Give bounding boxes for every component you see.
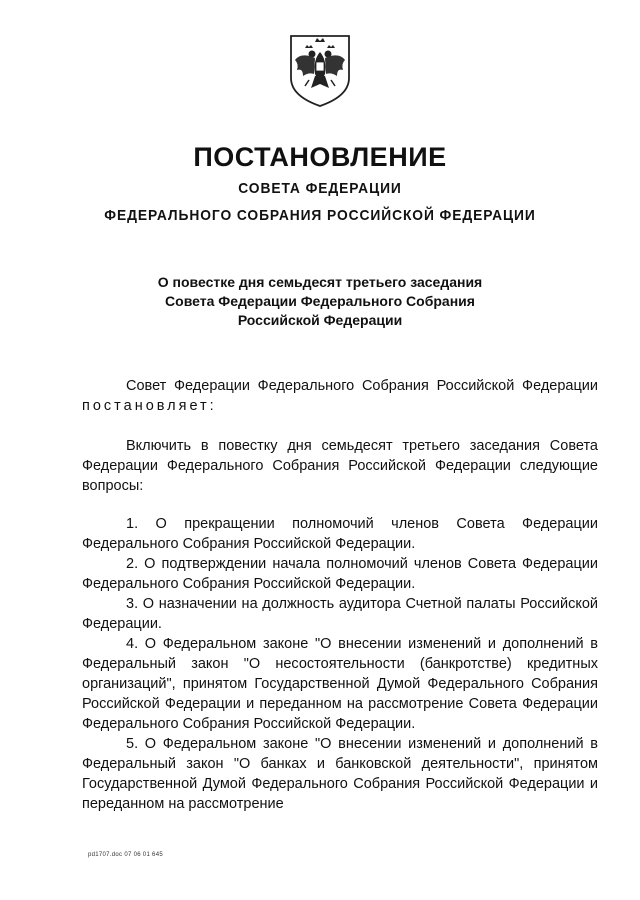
agenda-item: 1. О прекращении полномочий членов Совета Федерации Федерального Собрания Российской Федерации.: [82, 516, 598, 552]
agenda-list: [82, 514, 598, 814]
agenda-intro: [82, 436, 598, 496]
preamble-text: Совет Федерации Федерального Собрания Российской Федерации: [126, 378, 598, 394]
resolution-subject: [0, 273, 640, 330]
agenda-item: 2. О подтверждении начала полномочий членов Совета Федерации Федерального Собрания Российской Федерации.: [82, 556, 598, 592]
document-title: ПОСТАНОВЛЕНИЕ: [193, 142, 447, 172]
russian-coat-of-arms-icon: [285, 30, 355, 108]
issuing-body-line2: ФЕДЕРАЛЬНОГО СОБРАНИЯ РОССИЙСКОЙ ФЕДЕРАЦИИ: [104, 207, 536, 224]
resolves-keyword: постановляет:: [82, 398, 217, 414]
issuing-body-line1: СОВЕТА ФЕДЕРАЦИИ: [238, 180, 402, 197]
subject-line: Совета Федерации Федерального Собрания: [165, 293, 475, 309]
agenda-item: 4. О Федеральном законе "О внесении изменений и дополнений в Федеральный закон "О несостоятельности (банкротстве) кредитных организаций", принятом Государственной Думой Федерального Собрания Российской Федерации и переданном на рассмотрение Совета Федерации Федерального Собрания Российской Федерации.: [82, 636, 598, 732]
agenda-item: 3. О назначении на должность аудитора Счетной палаты Российской Федерации.: [82, 596, 598, 632]
subject-line: О повестке дня семьдесят третьего заседания: [157, 274, 483, 290]
preamble: [82, 376, 598, 416]
agenda-item: 5. О Федеральном законе "О внесении изменений и дополнений в Федеральный закон "О банках и банковской деятельности", принятом Государственной Думой Федерального Собрания Российской Федерации и переданном на рассмотрение: [82, 736, 598, 812]
agenda-intro-text: Включить в повестку дня семьдесят третьего заседания Совета Федерации Федерального Собрания Российской Федерации следующие вопросы:: [82, 438, 598, 494]
subject-line: Российской Федерации: [237, 312, 403, 328]
document-code: pd1707.doc 07 06 01 645: [88, 852, 163, 858]
